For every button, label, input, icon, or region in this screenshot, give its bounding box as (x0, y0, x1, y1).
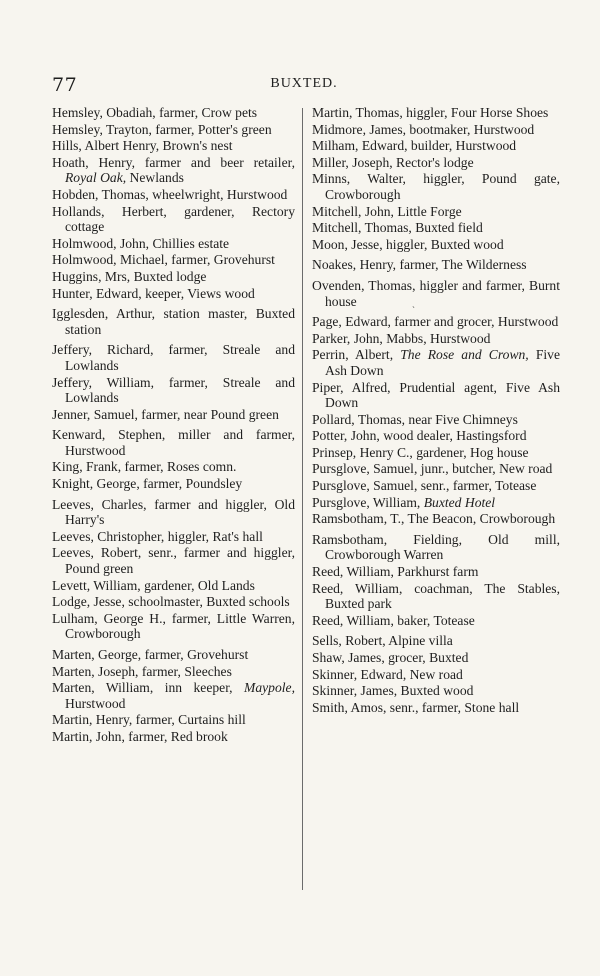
directory-entry: Jenner, Samuel, farmer, near Pound green (52, 406, 279, 422)
directory-entry (52, 155, 295, 186)
entry-text: Pursglove, William, (312, 494, 424, 510)
directory-entry: Piper, Alfred, Prudential agent, Five Ash Down (312, 379, 560, 411)
directory-entry: Huggins, Mrs, Buxted lodge (52, 268, 207, 284)
directory-entry: Pursglove, Samuel, senr., farmer, Totease (312, 478, 537, 494)
directory-entry: Mitchell, Thomas, Buxted field (312, 220, 483, 236)
entry-text: Hoath, Henry, farmer and beer retailer, (52, 154, 295, 170)
directory-entry: Jeffery, William, farmer, Streale and Lowlands (52, 374, 295, 406)
directory-entry: Parker, John, Mabbs, Hurstwood (312, 330, 491, 346)
directory-entry: Page, Edward, farmer and grocer, Hurstwood (312, 314, 559, 330)
directory-entry: Miller, Joseph, Rector's lodge (312, 154, 474, 170)
right-column (312, 105, 560, 716)
directory-entry: Reed, William, Parkhurst farm (312, 564, 479, 580)
directory-entry: Kenward, Stephen, miller and farmer, Hurstwood (52, 427, 295, 458)
directory-entry: Leeves, Charles, farmer and higgler, Old Harry's (52, 496, 295, 528)
directory-entry: Reed, William, baker, Totease (312, 612, 475, 628)
directory-entry: Shaw, James, grocer, Buxted (312, 650, 469, 665)
directory-entry: Sells, Robert, Alpine villa (312, 633, 453, 649)
directory-entry (312, 495, 560, 511)
directory-entry: Hemsley, Obadiah, farmer, Crow pets (52, 105, 258, 120)
entry-text: Marten, William, inn keeper, (52, 680, 245, 696)
entry-italic-name: Maypole, (244, 680, 295, 696)
directory-entry: Moon, Jesse, higgler, Buxted wood (312, 236, 504, 252)
directory-entry: Pursglove, Samuel, junr., butcher, New road (312, 461, 553, 477)
directory-entry: Hobden, Thomas, wheelwright, Hurstwood (52, 186, 288, 202)
directory-entry (52, 680, 295, 711)
directory-entry: Jeffery, Richard, farmer, Streale and Lowlands (52, 342, 295, 373)
directory-entry: Hills, Albert Henry, Brown's nest (52, 138, 233, 154)
directory-entry: Martin, John, farmer, Red brook (52, 728, 228, 744)
directory-entry: King, Frank, farmer, Roses comn. (52, 459, 237, 475)
entry-text: Hurstwood (65, 695, 126, 711)
directory-entry: Mitchell, John, Little Forge (312, 203, 462, 219)
directory-entry: Reed, William, coachman, The Stables, Buxted park (312, 580, 560, 612)
directory-entry: Leeves, Robert, senr., farmer and higgler, Pound green (52, 545, 295, 577)
directory-entry: Skinner, James, Buxted wood (312, 683, 474, 699)
directory-entry: Noakes, Henry, farmer, The Wilderness (312, 257, 527, 273)
directory-entry: Hunter, Edward, keeper, Views wood (52, 285, 255, 301)
left-column (52, 105, 295, 746)
directory-entry: Minns, Walter, higgler, Pound gate, Crowborough (312, 171, 560, 202)
page-number: 77 (52, 74, 78, 96)
directory-entry: Igglesden, Arthur, station master, Buxted station (52, 306, 295, 337)
directory-entry: Hemsley, Trayton, farmer, Potter's green (52, 121, 272, 137)
directory-entry: Ramsbotham, T., The Beacon, Crowborough (312, 511, 556, 527)
entry-italic-name: The Rose and Crown, (400, 347, 529, 363)
directory-entry: Hollands, Herbert, gardener, Rectory cottage (52, 203, 295, 235)
directory-entry: Levett, William, gardener, Old Lands (52, 577, 255, 593)
directory-entry: Ovenden, Thomas, higgler and farmer, Burnt house (312, 277, 560, 309)
directory-entry: Martin, Henry, farmer, Curtains hill (52, 712, 246, 728)
directory-entry (312, 347, 560, 378)
directory-entry: Knight, George, farmer, Poundsley (52, 476, 243, 492)
directory-entry: Holmwood, John, Chillies estate (52, 235, 230, 251)
directory-entry: Ramsbotham, Fielding, Old mill, Crowborough Warren (312, 531, 560, 563)
directory-entry: Potter, John, wood dealer, Hastingsford (312, 428, 527, 444)
directory-entry: Martin, Thomas, higgler, Four Horse Shoes (312, 105, 549, 120)
ink-speck: ˏ (412, 299, 415, 309)
directory-entry: Leeves, Christopher, higgler, Rat's hall (52, 528, 263, 544)
directory-entry: Marten, Joseph, farmer, Sleeches (52, 663, 232, 679)
directory-columns (52, 105, 558, 905)
entry-text: Five Ash Down (325, 347, 560, 378)
directory-entry: Smith, Amos, senr., farmer, Stone hall (312, 699, 520, 715)
directory-entry: Lodge, Jesse, schoolmaster, Buxted schools (52, 594, 290, 610)
directory-entry: Marten, George, farmer, Grovehurst (52, 647, 249, 662)
directory-entry: Prinsep, Henry C., gardener, Hog house (312, 444, 529, 460)
column-divider (302, 108, 303, 890)
entry-italic-name: Royal Oak, (65, 170, 127, 186)
directory-entry: Holmwood, Michael, farmer, Grovehurst (52, 252, 275, 268)
running-head: BUXTED. (270, 76, 338, 91)
entry-italic-name: Buxted Hotel (423, 494, 496, 510)
page-header (52, 74, 556, 100)
directory-entry: Pollard, Thomas, near Five Chimneys (312, 411, 518, 427)
directory-entry: Lulham, George H., farmer, Little Warren, Crowborough (52, 610, 295, 642)
entry-text: Newlands (126, 170, 184, 186)
directory-entry: Skinner, Edward, New road (312, 666, 463, 682)
entry-text: Perrin, Albert, (312, 347, 401, 363)
directory-entry: Midmore, James, bootmaker, Hurstwood (312, 121, 535, 137)
directory-entry: Milham, Edward, builder, Hurstwood (312, 138, 517, 154)
